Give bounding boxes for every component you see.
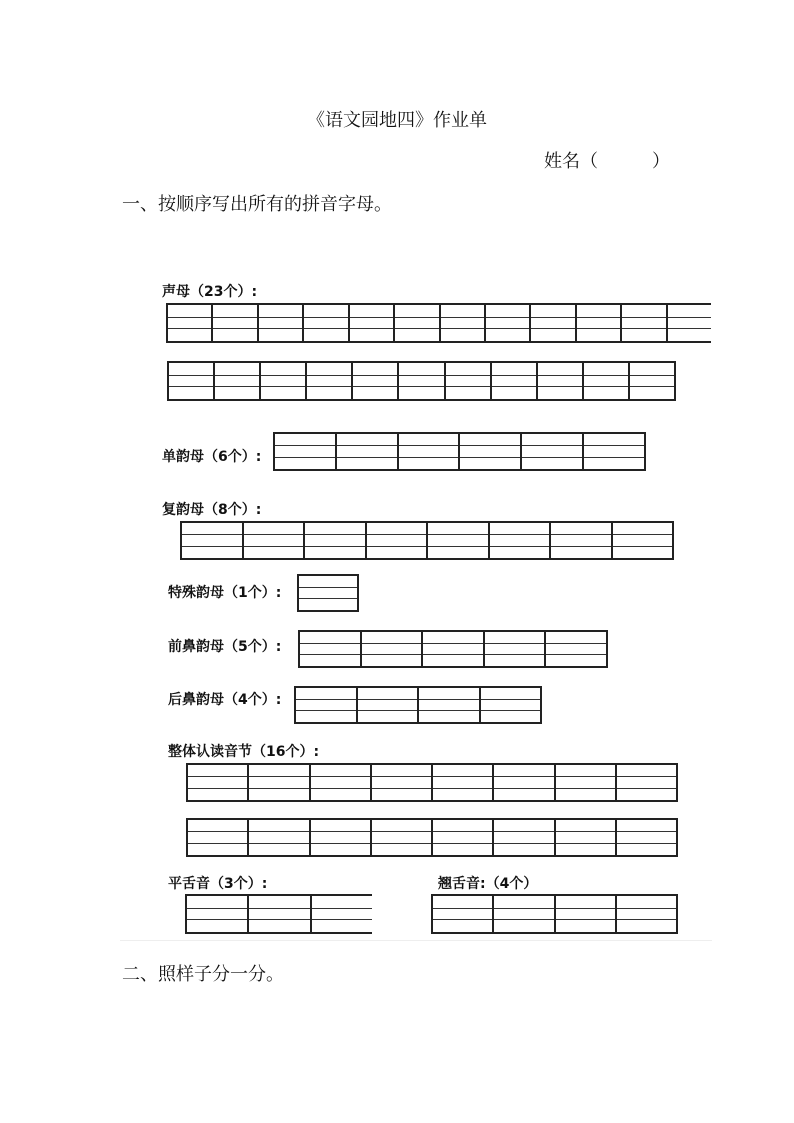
- houbi-grid-cell[interactable]: [419, 688, 481, 722]
- shengmu-grid-row-2-cell[interactable]: [446, 363, 492, 399]
- qiaoshe-grid-cell[interactable]: [433, 896, 494, 932]
- zhengti-grid-row-2-cell[interactable]: [311, 820, 372, 855]
- zhengti-grid-row-1-cell[interactable]: [311, 765, 372, 800]
- zhengti-grid-row-1-cell[interactable]: [617, 765, 678, 800]
- shengmu-grid-row-1-cell[interactable]: [531, 305, 576, 341]
- zhengti-grid-row-2-cell[interactable]: [556, 820, 617, 855]
- shengmu-grid-row-1-cell[interactable]: [304, 305, 349, 341]
- zhengti-grid-row-1-cell[interactable]: [433, 765, 494, 800]
- danyunmu-grid-cell[interactable]: [522, 434, 584, 469]
- fuyunmu-grid-cell[interactable]: [551, 523, 613, 558]
- qianbi-grid-cell[interactable]: [300, 632, 362, 666]
- fuyunmu-label: 复韵母（8个）:: [162, 502, 262, 518]
- qiaoshe-grid-cell[interactable]: [617, 896, 678, 932]
- shengmu-label: 声母（23个）:: [162, 284, 258, 300]
- danyunmu-grid-cell[interactable]: [399, 434, 461, 469]
- houbi-grid-cell[interactable]: [296, 688, 358, 722]
- qiaoshe-grid-cell[interactable]: [556, 896, 617, 932]
- shengmu-grid-row-2-cell[interactable]: [492, 363, 538, 399]
- section-1-heading: 一、按顺序写出所有的拼音字母。: [122, 194, 392, 215]
- pingshe-grid-cell[interactable]: [312, 896, 372, 932]
- shengmu-grid-row-2-cell[interactable]: [215, 363, 261, 399]
- zhengti-grid-row-2-cell[interactable]: [433, 820, 494, 855]
- shengmu-grid-row-1-cell[interactable]: [577, 305, 622, 341]
- danyunmu-grid-cell[interactable]: [337, 434, 399, 469]
- teshu-grid-cell[interactable]: [299, 576, 359, 610]
- shengmu-grid-row-2-cell[interactable]: [353, 363, 399, 399]
- shengmu-grid-row-1-cell[interactable]: [395, 305, 440, 341]
- section-2-heading: 二、照样子分一分。: [122, 964, 284, 985]
- qianbi-grid-cell[interactable]: [362, 632, 424, 666]
- qiaoshe-grid[interactable]: [431, 894, 678, 934]
- danyunmu-grid-cell[interactable]: [460, 434, 522, 469]
- zhengti-grid-row-1-cell[interactable]: [556, 765, 617, 800]
- zhengti-grid-row-2-cell[interactable]: [372, 820, 433, 855]
- houbi-grid-cell[interactable]: [481, 688, 543, 722]
- shengmu-grid-row-1-cell[interactable]: [213, 305, 258, 341]
- shengmu-grid-row-1-cell[interactable]: [259, 305, 304, 341]
- zhengti-grid-row-2[interactable]: [186, 818, 678, 857]
- shengmu-grid-row-1-cell[interactable]: [668, 305, 711, 341]
- qiaoshe-label: 翘舌音:（4个）: [438, 876, 538, 892]
- shengmu-grid-row-2-cell[interactable]: [584, 363, 630, 399]
- fuyunmu-grid-cell[interactable]: [244, 523, 306, 558]
- name-field-label: 姓名（ ）: [544, 151, 670, 172]
- shengmu-grid-row-2[interactable]: [167, 361, 676, 401]
- shengmu-grid-row-2-cell[interactable]: [261, 363, 307, 399]
- pingshe-label: 平舌音（3个）:: [168, 876, 268, 892]
- zhengti-grid-row-2-cell[interactable]: [617, 820, 678, 855]
- qianbi-grid[interactable]: [298, 630, 608, 668]
- zhengti-grid-row-1[interactable]: [186, 763, 678, 802]
- shengmu-grid-row-2-cell[interactable]: [630, 363, 676, 399]
- shengmu-grid-row-1-cell[interactable]: [350, 305, 395, 341]
- shengmu-grid-row-2-cell[interactable]: [538, 363, 584, 399]
- fuyunmu-grid[interactable]: [180, 521, 674, 560]
- qianbi-label: 前鼻韵母（5个）:: [168, 639, 282, 655]
- fuyunmu-grid-cell[interactable]: [428, 523, 490, 558]
- zhengti-grid-row-2-cell[interactable]: [188, 820, 249, 855]
- fuyunmu-grid-cell[interactable]: [367, 523, 429, 558]
- page-title: 《语文园地四》作业单: [307, 110, 487, 131]
- houbi-label: 后鼻韵母（4个）:: [168, 692, 282, 708]
- danyunmu-grid-cell[interactable]: [275, 434, 337, 469]
- zhengti-grid-row-1-cell[interactable]: [249, 765, 310, 800]
- danyunmu-label: 单韵母（6个）:: [162, 449, 262, 465]
- shengmu-grid-row-1-cell[interactable]: [622, 305, 667, 341]
- fuyunmu-grid-cell[interactable]: [182, 523, 244, 558]
- qianbi-grid-cell[interactable]: [423, 632, 485, 666]
- zhengti-grid-row-2-cell[interactable]: [249, 820, 310, 855]
- fuyunmu-grid-cell[interactable]: [613, 523, 675, 558]
- fuyunmu-grid-cell[interactable]: [490, 523, 552, 558]
- houbi-grid[interactable]: [294, 686, 542, 724]
- qianbi-grid-cell[interactable]: [485, 632, 547, 666]
- zhengti-grid-row-1-cell[interactable]: [188, 765, 249, 800]
- shengmu-grid-row-1-cell[interactable]: [486, 305, 531, 341]
- shengmu-grid-row-1[interactable]: [166, 303, 711, 343]
- divider: [120, 940, 712, 941]
- pingshe-grid-cell[interactable]: [187, 896, 249, 932]
- pingshe-grid-cell[interactable]: [249, 896, 311, 932]
- shengmu-grid-row-2-cell[interactable]: [399, 363, 445, 399]
- pingshe-grid[interactable]: [185, 894, 372, 934]
- teshu-grid[interactable]: [297, 574, 359, 612]
- teshu-label: 特殊韵母（1个）:: [168, 585, 282, 601]
- shengmu-grid-row-2-cell[interactable]: [307, 363, 353, 399]
- shengmu-grid-row-2-cell[interactable]: [169, 363, 215, 399]
- fuyunmu-grid-cell[interactable]: [305, 523, 367, 558]
- qiaoshe-grid-cell[interactable]: [494, 896, 555, 932]
- shengmu-grid-row-1-cell[interactable]: [168, 305, 213, 341]
- danyunmu-grid-cell[interactable]: [584, 434, 646, 469]
- zhengti-grid-row-1-cell[interactable]: [372, 765, 433, 800]
- qianbi-grid-cell[interactable]: [546, 632, 608, 666]
- zhengti-label: 整体认读音节（16个）:: [168, 744, 320, 760]
- zhengti-grid-row-1-cell[interactable]: [494, 765, 555, 800]
- danyunmu-grid[interactable]: [273, 432, 646, 471]
- houbi-grid-cell[interactable]: [358, 688, 420, 722]
- zhengti-grid-row-2-cell[interactable]: [494, 820, 555, 855]
- shengmu-grid-row-1-cell[interactable]: [441, 305, 486, 341]
